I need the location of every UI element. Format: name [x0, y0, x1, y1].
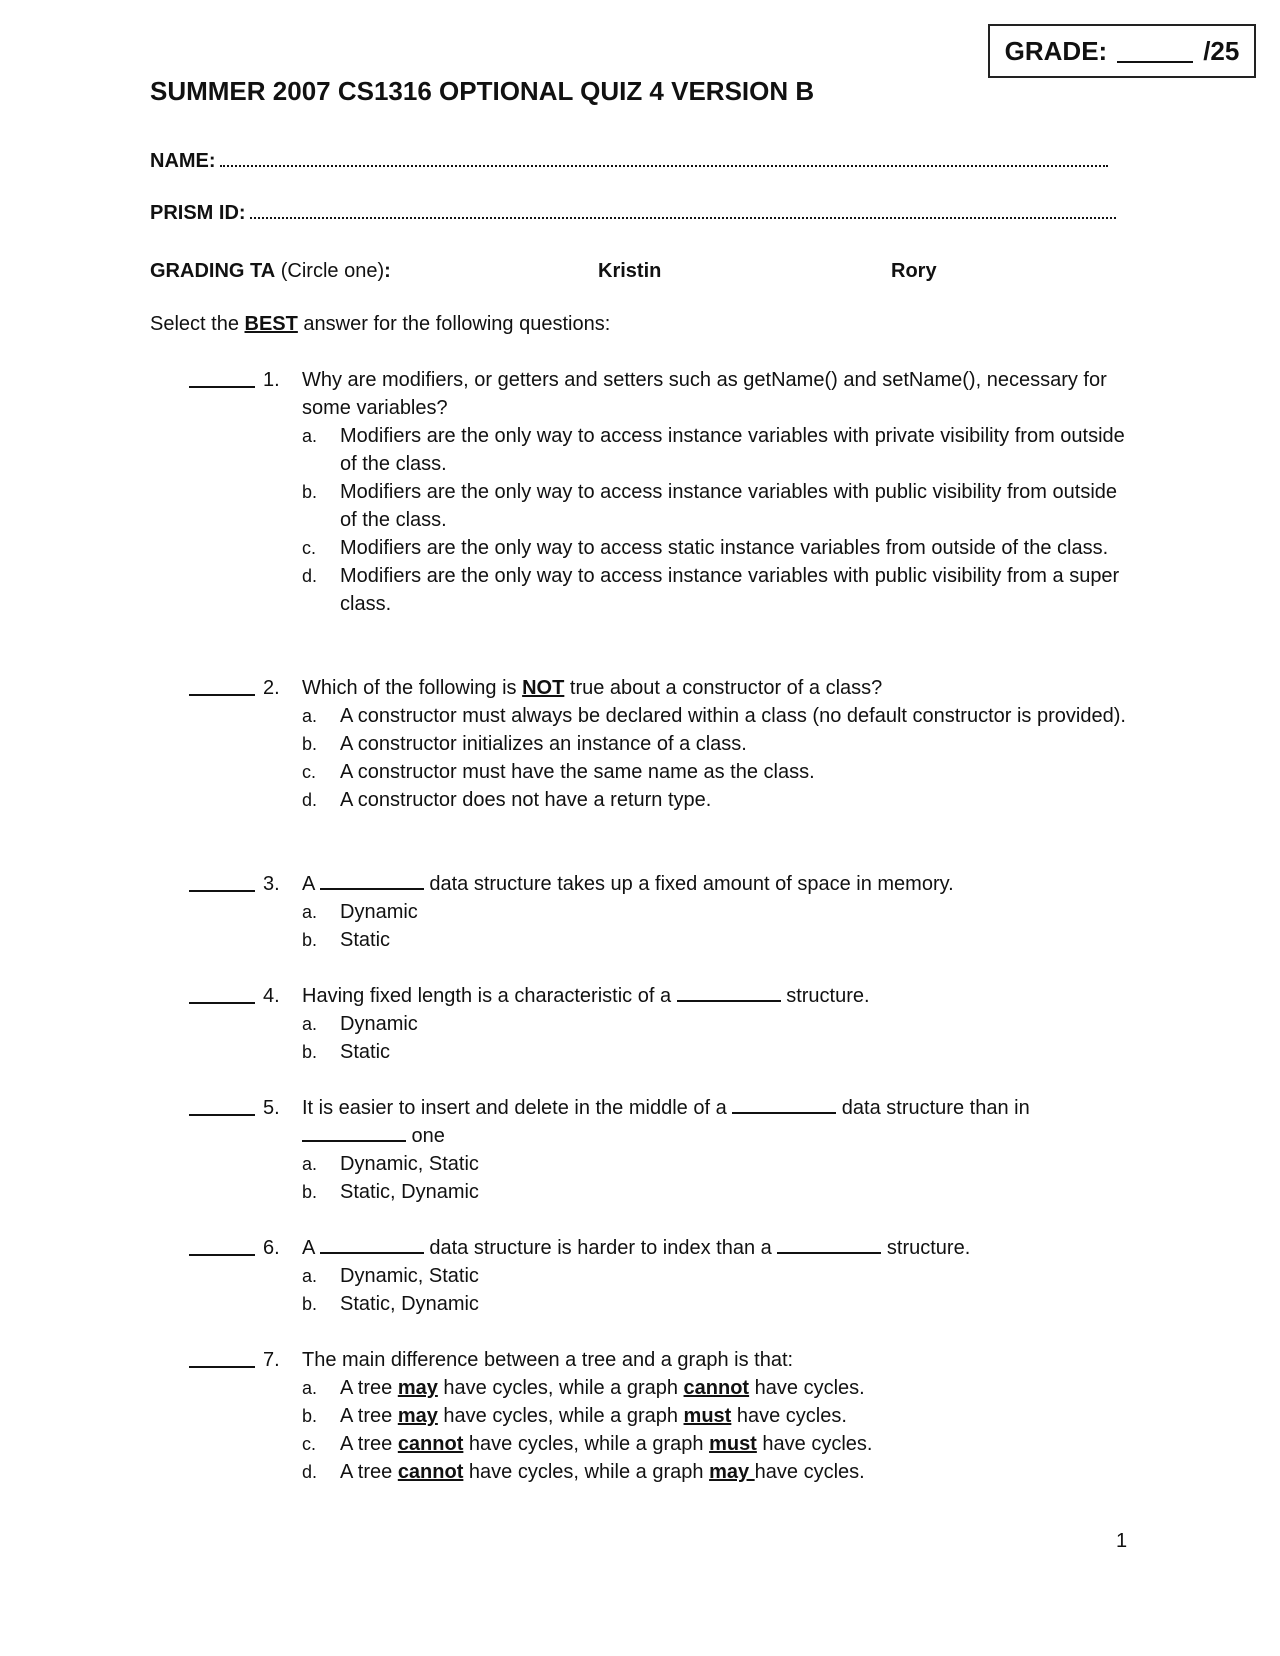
option-b: b. Static	[302, 1041, 391, 1063]
question-5	[189, 1094, 1129, 1206]
option-a: a. A tree may have cycles, while a graph cannot have cycles.	[302, 1377, 865, 1399]
option-a: a. Modifiers are the only way to access instance variables with private visibility from outside of the class.	[302, 425, 1125, 475]
grade-total: /25	[1203, 35, 1240, 66]
answer-blank[interactable]	[189, 386, 255, 388]
name-field[interactable]	[150, 150, 1108, 173]
question-number: 2.	[263, 677, 280, 699]
answer-blank[interactable]	[189, 890, 255, 892]
grading-ta-row	[150, 260, 1150, 283]
question-6	[189, 1234, 1129, 1318]
prism-id-label: PRISM ID:	[150, 202, 246, 224]
option-a: a. Dynamic	[302, 901, 418, 923]
answer-blank[interactable]	[189, 1254, 255, 1256]
answer-blank[interactable]	[189, 1114, 255, 1116]
question-text: Which of the following is NOT true about a constructor of a class?	[302, 677, 883, 699]
name-label: NAME:	[150, 150, 216, 172]
instructions: Select the BEST answer for the following questions:	[150, 313, 611, 335]
question-number: 6.	[263, 1237, 280, 1259]
fill-in-blank[interactable]	[320, 1234, 424, 1254]
question-4	[189, 982, 1129, 1066]
question-1	[189, 366, 1129, 618]
prism-id-dotted-line[interactable]	[250, 203, 1116, 219]
grade-box	[988, 24, 1256, 78]
option-a: a. Dynamic, Static	[302, 1265, 479, 1287]
question-3	[189, 870, 1129, 954]
fill-in-blank[interactable]	[302, 1122, 406, 1142]
grade-blank[interactable]	[1117, 39, 1193, 63]
question-text: A data structure takes up a fixed amount of space in memory.	[302, 873, 954, 895]
page-number: 1	[1116, 1530, 1128, 1552]
question-number: 1.	[263, 369, 280, 391]
question-text: It is easier to insert and delete in the middle of a data structure than in one	[302, 1097, 1030, 1147]
option-a: a. Dynamic	[302, 1013, 418, 1035]
page-title: SUMMER 2007 CS1316 OPTIONAL QUIZ 4 VERSION B	[150, 76, 815, 106]
grade-label: GRADE:	[1004, 35, 1108, 66]
option-d: d. A tree cannot have cycles, while a graph may have cycles.	[302, 1461, 865, 1483]
ta-option-kristin[interactable]: Kristin	[598, 260, 662, 282]
question-text: A data structure is harder to index than a structure.	[302, 1237, 970, 1259]
fill-in-blank[interactable]	[732, 1094, 836, 1114]
fill-in-blank[interactable]	[677, 982, 781, 1002]
option-b: b. Static, Dynamic	[302, 1181, 479, 1203]
option-d: d. Modifiers are the only way to access instance variables with public visibility from a super class.	[302, 565, 1120, 615]
option-b: b. Static	[302, 929, 391, 951]
answer-blank[interactable]	[189, 1002, 255, 1004]
option-a: a. Dynamic, Static	[302, 1153, 479, 1175]
question-number: 5.	[263, 1097, 280, 1119]
ta-option-rory[interactable]: Rory	[891, 260, 937, 282]
option-b: b. A tree may have cycles, while a graph must have cycles.	[302, 1405, 847, 1427]
option-d: d. A constructor does not have a return type.	[302, 789, 712, 811]
name-dotted-line[interactable]	[220, 151, 1108, 167]
grading-ta-label: GRADING TA (Circle one):	[150, 260, 391, 282]
option-c: c. Modifiers are the only way to access static instance variables from outside of the class.	[302, 537, 1109, 559]
answer-blank[interactable]	[189, 694, 255, 696]
question-number: 7.	[263, 1349, 280, 1371]
prism-id-field[interactable]	[150, 202, 1116, 225]
fill-in-blank[interactable]	[777, 1234, 881, 1254]
option-c: c. A constructor must have the same name as the class.	[302, 761, 815, 783]
answer-blank[interactable]	[189, 1366, 255, 1368]
question-text: Why are modifiers, or getters and setters such as getName() and setName(), necessary for some variables?	[302, 369, 1107, 419]
option-b: b. Modifiers are the only way to access instance variables with public visibility from outside of the class.	[302, 481, 1118, 531]
question-number: 3.	[263, 873, 280, 895]
question-7	[189, 1346, 1129, 1486]
question-number: 4.	[263, 985, 280, 1007]
option-c: c. A tree cannot have cycles, while a graph must have cycles.	[302, 1433, 873, 1455]
question-text: The main difference between a tree and a graph is that:	[302, 1349, 794, 1371]
option-b: b. A constructor initializes an instance of a class.	[302, 733, 747, 755]
option-b: b. Static, Dynamic	[302, 1293, 479, 1315]
option-a: a. A constructor must always be declared within a class (no default constructor is provided).	[302, 705, 1126, 727]
fill-in-blank[interactable]	[320, 870, 424, 890]
question-text: Having fixed length is a characteristic of a structure.	[302, 985, 870, 1007]
question-2	[189, 674, 1129, 814]
